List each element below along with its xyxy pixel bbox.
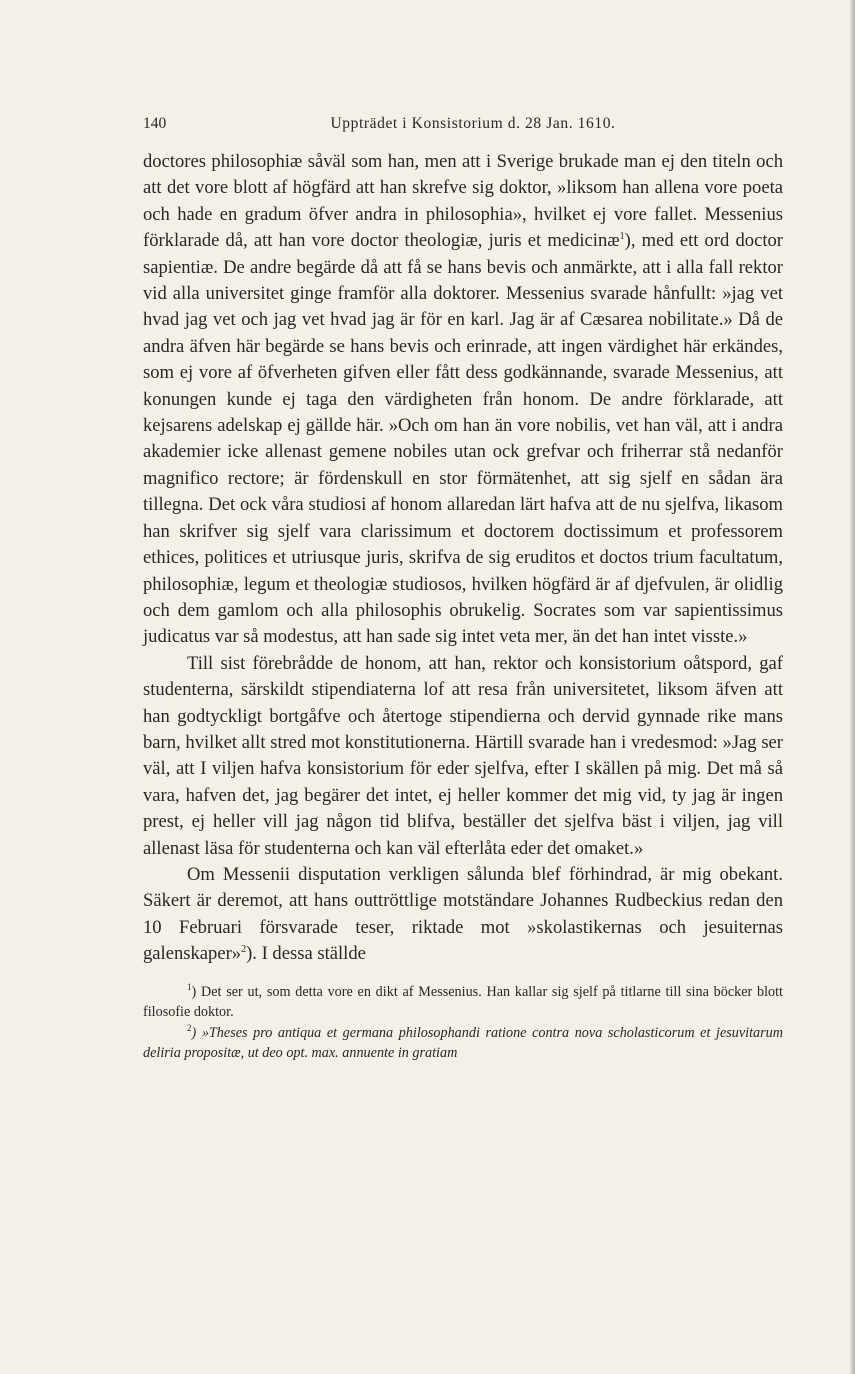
paragraph — [143, 651, 783, 862]
footnote — [143, 982, 783, 1023]
paragraph-text: Om Messenii disputation verkligen sålunda blef förhindrad, är mig obekant. Säkert är deremot, att hans outtröttlige motständare Johannes Rudbeckius redan den 10 Februari försvarade teser, riktade mot »skolastikernas och jesuiternas galenskaper» — [143, 863, 783, 965]
paragraph-text: doctores philosophiæ såväl som han, men att i Sverige brukade man ej den titeln och att det vore blott af högfärd att han skrefve sig doktor, »liksom han allena vore poeta och hade en gradum öfver andra in philosophia», hvilket ej vore fallet. Messenius förklarade då, att han vore doctor theologiæ, juris et medicinæ — [143, 151, 783, 252]
paragraph — [143, 149, 783, 651]
footnotes — [143, 982, 783, 1064]
footnote — [143, 1023, 783, 1064]
footnote-text: ) »Theses pro antiqua et germana philosophandi ratione contra nova scholasticorum et jesuvitarum deliria propositæ, ut deo opt. max. annuente in gratiam — [143, 1024, 783, 1062]
footnote-mark: 2 — [187, 1022, 192, 1033]
footnote-reference[interactable]: 1 — [619, 231, 625, 243]
footnote-mark: 1 — [187, 981, 192, 992]
page-edge-shadow — [849, 0, 855, 1374]
paragraph-text: ). I dessa ställde — [246, 943, 366, 965]
page-number: 140 — [143, 115, 167, 132]
page-header — [143, 115, 783, 137]
book-page — [143, 115, 783, 1064]
footnote-text: ) Det ser ut, som detta vore en dikt af Messenius. Han kallar sig sjelf på titlarne till sina böcker blott filosofie doktor. — [143, 983, 783, 1021]
paragraph-text: ), med ett ord doctor sapientiæ. De andre begärde då att få se hans bevis och anmärkte, att i alla fall rektor vid alla universitet ginge framför alla doktorer. Messenius svarade hånfullt: »jag vet hvad jag vet och jag vet hvad jag är för en karl. Jag är af Cæsarea nobilitate.» Då de andra äfven här begärde se hans bevis och erinrade, att ingen värdighet här erkändes, som ej vore af öfverheten gifven eller fått dess godkännande, svarade Messenius, att konungen kunde ej taga den värdigheten från honom. De andre förklarade, att kejsarens adelskap ej gällde här. »Och om han än vore nobilis, vet han väl, att i andra akademier icke allenast gemene nobiles utan ock grefvar och friherrar stå nedanför magnifico rectore; är fördenskull en stor förmätenhet, att sig sjelf en sådan ära tillegna. Det ock våra studiosi af honom allaredan lärt hafva att de nu sjelfva, likasom han skrifver sig sjelf vara clarissimum et doctorem doctissimum et professorem ethices, politices et utriusque juris, skrifva de sig eruditos et doctos trium facultatum, philosophiæ, legum et theologiæ studiosos, hvilken högfärd är af djefvulen, är olidlig och dem gamlom och alla philosophis obrukelig. Socrates som var sapientissimus judicatus var så modestus, att han sade sig intet veta mer, än det han intet visste.» — [143, 230, 783, 648]
footnote-reference[interactable]: 2 — [241, 944, 247, 956]
paragraph — [143, 862, 783, 968]
body-text — [143, 149, 783, 968]
paragraph-text: Till sist förebrådde de honom, att han, rektor och konsistorium oåtspord, gaf studenterna, särskildt stipendiaterna lof att resa från universitetet, liksom äfven att han godtyckligt bortgåfve och återtoge stipendierna och dervid gynnade rike mans barn, hvilket allt stred mot konstitutionerna. Härtill svarade han i vredesmod: »Jag ser väl, att I viljen hafva konsistorium för eder sjelfva, efter I skällen på mig. Det må så vara, hafven det, jag begärer det intet, ej heller kommer det mig vid, ty jag är ingen prest, ej heller vill jag någon tid blifva, beställer det sjelfva bäst i viljen, jag vill allenast läsa för studenterna och kan väl efterlåta eder det omaket.» — [143, 652, 783, 859]
running-head: Uppträdet i Konsistorium d. 28 Jan. 1610. — [330, 115, 616, 132]
